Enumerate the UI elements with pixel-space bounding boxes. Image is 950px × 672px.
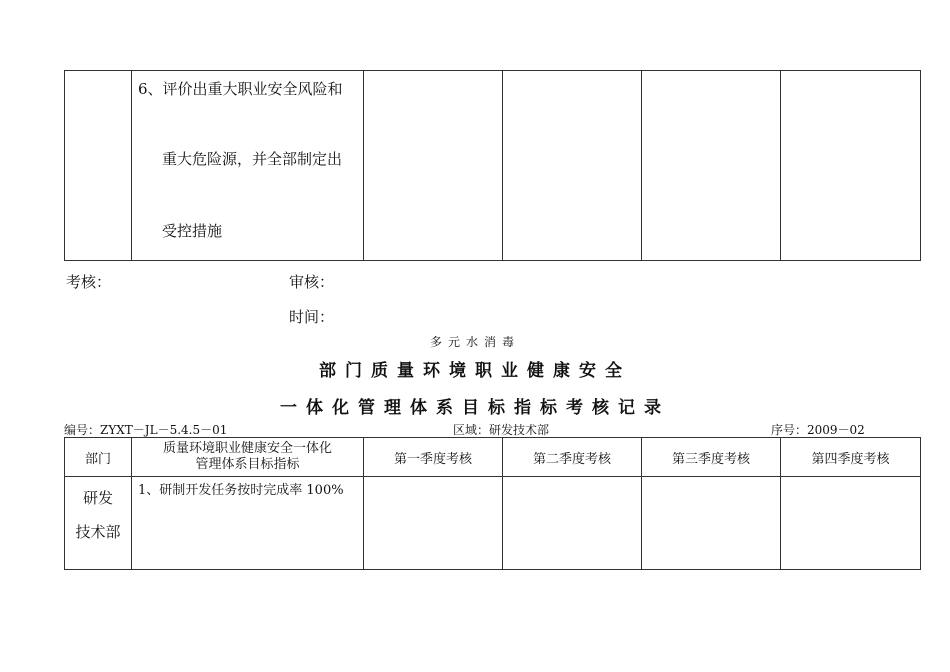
previous-page-table	[64, 70, 921, 261]
header-goal	[132, 438, 364, 477]
q2-cell	[503, 477, 642, 570]
company-name: 多元水消毒	[429, 335, 520, 349]
dept-cell	[65, 71, 132, 261]
dept-name-line: 技术部	[75, 523, 121, 541]
table-row	[65, 71, 921, 261]
goal-text-line: 受控措施	[162, 222, 223, 240]
q3-cell	[642, 71, 781, 261]
audit-label: 审核：	[289, 273, 335, 291]
q4-cell	[781, 477, 921, 570]
table-row	[65, 477, 921, 570]
time-label: 时间：	[289, 308, 335, 326]
header-goal-line: 管理体系目标指标	[195, 457, 300, 472]
q3-cell	[642, 477, 781, 570]
header-q1: 第一季度考核	[364, 438, 503, 477]
q1-cell	[364, 477, 503, 570]
document-code: 编号：ZYXT－JL－5.4.5－01	[64, 423, 228, 437]
q2-cell	[503, 71, 642, 261]
review-label: 考核：	[66, 273, 112, 291]
assessment-table	[64, 437, 921, 570]
goal-cell	[132, 71, 364, 261]
q4-cell	[781, 71, 921, 261]
header-dept: 部门	[65, 438, 132, 477]
dept-name-line: 研发	[82, 489, 113, 507]
dept-cell	[65, 477, 132, 570]
header-goal-line: 质量环境职业健康安全一体化	[162, 441, 332, 456]
page-title: 部门质量环境职业健康安全	[319, 361, 631, 381]
header-q4: 第四季度考核	[781, 438, 921, 477]
header-q3: 第三季度考核	[642, 438, 781, 477]
goal-cell: 1、研制开发任务按时完成率 100%	[132, 477, 364, 570]
area-label: 区域：研发技术部	[453, 423, 550, 437]
table-header-row	[65, 438, 921, 477]
q1-cell	[364, 71, 503, 261]
page-subtitle: 一体化管理体系目标指标考核记录	[280, 398, 670, 418]
header-q2: 第二季度考核	[503, 438, 642, 477]
serial-number: 序号：2009－02	[771, 423, 865, 437]
goal-text-line: 6、评价出重大职业安全风险和	[138, 80, 343, 98]
goal-text-line: 重大危险源，并全部制定出	[162, 150, 343, 168]
